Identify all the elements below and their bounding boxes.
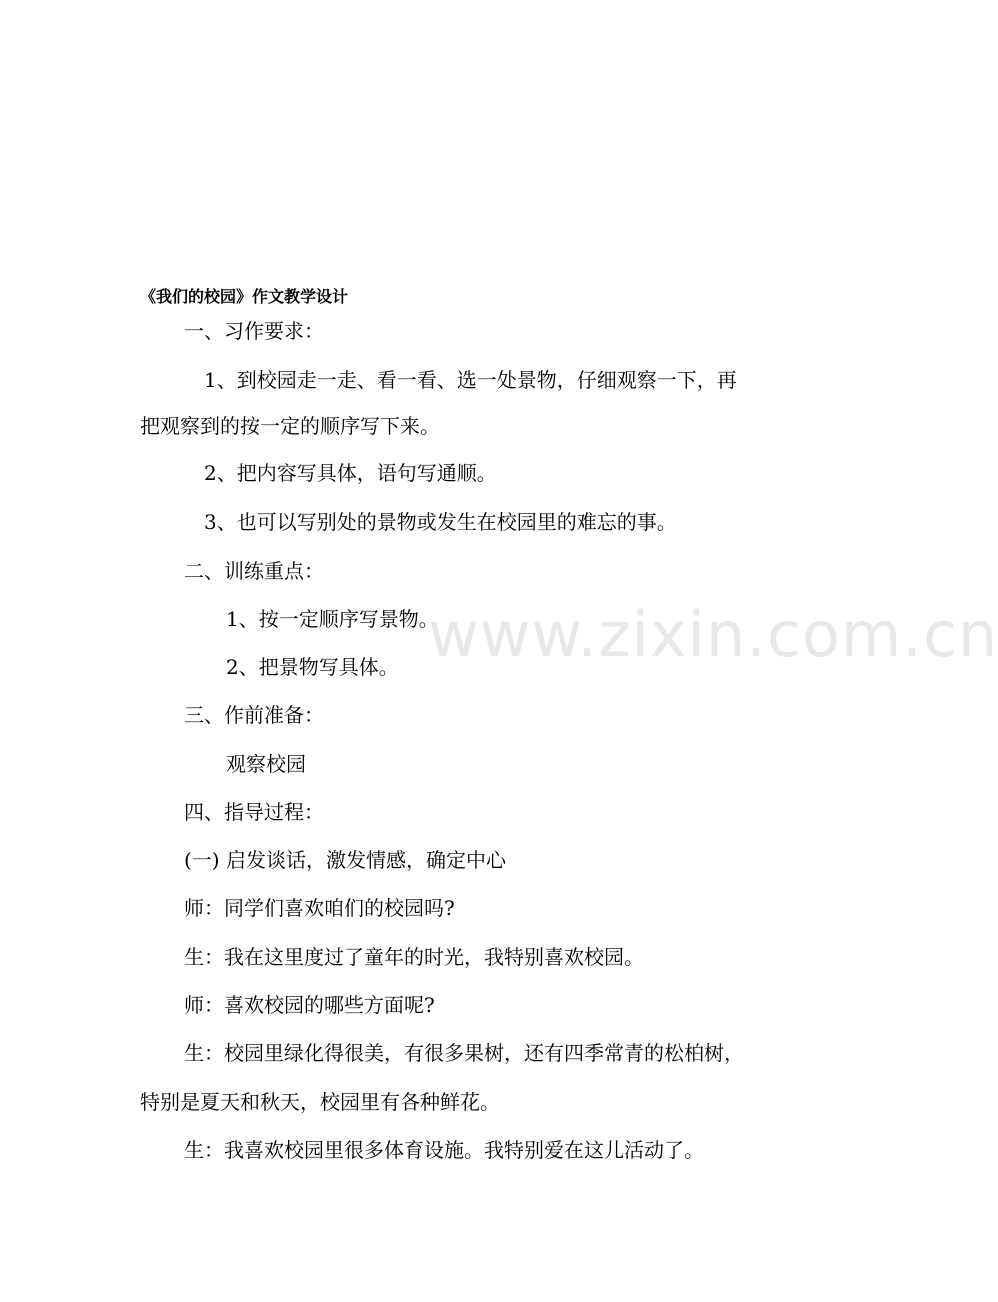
- section-heading: 四、指导过程：: [184, 800, 324, 824]
- dialogue-line: 生：我在这里度过了童年的时光，我特别喜欢校园。: [184, 945, 644, 969]
- section-heading: 二、训练重点：: [184, 559, 324, 583]
- subsection-heading: (一) 启发谈话，激发情感，确定中心: [184, 848, 506, 872]
- dialogue-line: 生：校园里绿化得很美，有很多果树，还有四季常青的松柏树，: [184, 1041, 744, 1065]
- dialogue-line: 生：我喜欢校园里很多体育设施。我特别爱在这儿活动了。: [184, 1138, 704, 1162]
- section-heading: 一、习作要求：: [184, 319, 324, 343]
- dialogue-line: 特别是夏天和秋天，校园里有各种鲜花。: [140, 1090, 500, 1114]
- dialogue-line: 师：喜欢校园的哪些方面呢?: [184, 993, 435, 1017]
- watermark: www.zixin.com.cn: [428, 598, 998, 671]
- paragraph-line: 1、按一定顺序写景物。: [226, 607, 439, 631]
- paragraph-line: 1、到校园走一走、看一看、选一处景物，仔细观察一下，再: [204, 368, 737, 392]
- paragraph-line: 观察校园: [226, 752, 306, 776]
- dialogue-line: 师：同学们喜欢咱们的校园吗?: [184, 896, 455, 920]
- document-title: 《我们的校园》作文教学设计: [140, 287, 349, 306]
- paragraph-line: 把观察到的按一定的顺序写下来。: [140, 414, 440, 438]
- section-heading: 三、作前准备：: [184, 703, 324, 727]
- paragraph-line: 2、把内容写具体，语句写通顺。: [204, 461, 497, 485]
- paragraph-line: 3、也可以写别处的景物或发生在校园里的难忘的事。: [204, 510, 677, 534]
- paragraph-line: 2、把景物写具体。: [226, 655, 399, 679]
